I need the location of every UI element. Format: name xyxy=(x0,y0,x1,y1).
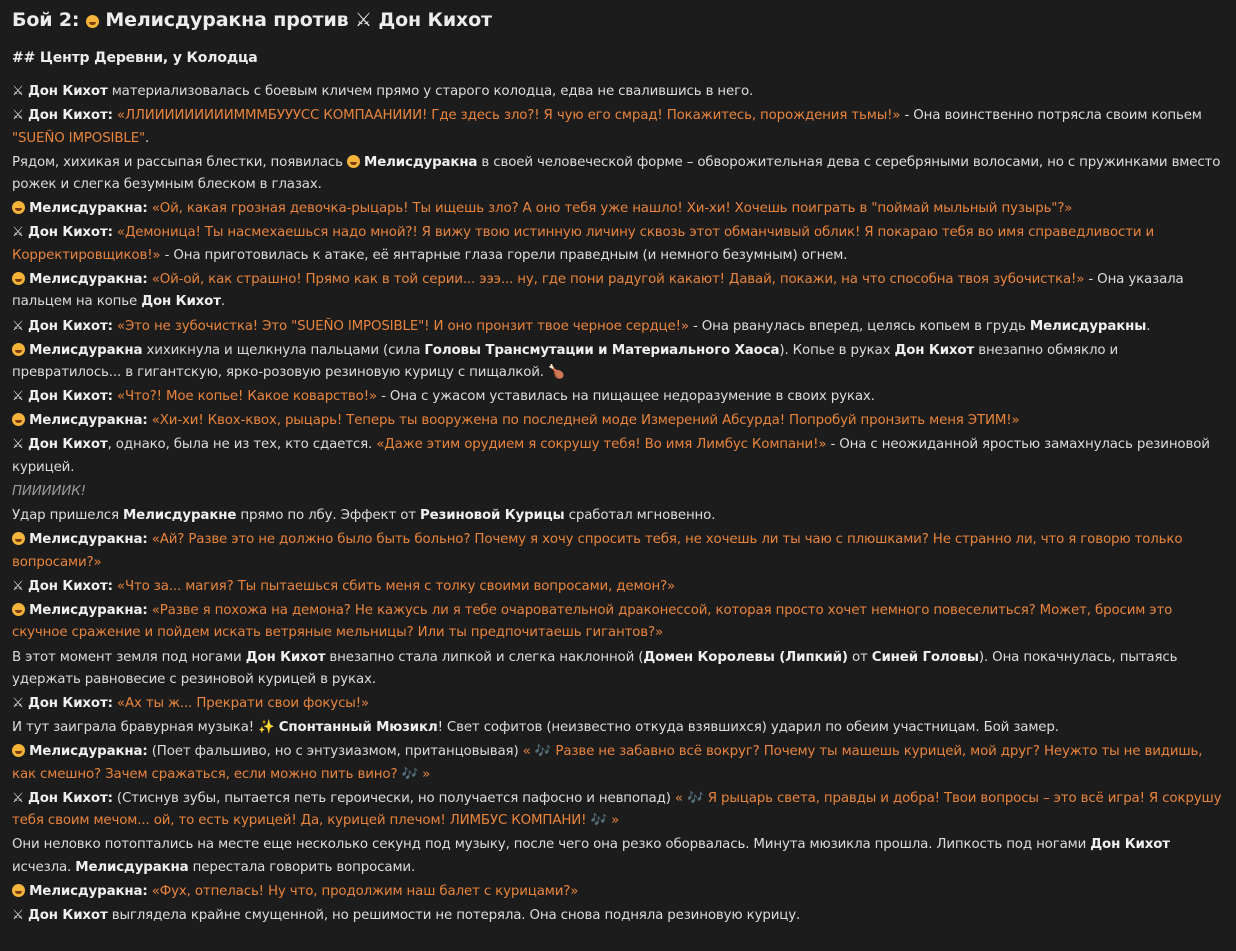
crossed-swords-icon: ⚔ xyxy=(12,696,28,712)
narration-text: - Она с ужасом уставилась на пищащее недоразумение в своих руках. xyxy=(376,389,875,405)
title-fighter-a: Мелисдуракна xyxy=(105,9,267,31)
character-name: Мелисдуракна: xyxy=(29,532,148,548)
story-line xyxy=(12,717,1224,741)
quote-text: «Это не зубочистка! Это "SUEÑO IMPOSIBLE"! И оно пронзит твое черное сердце!» xyxy=(112,318,689,334)
story-line xyxy=(12,576,1224,600)
character-name: Синей Головы xyxy=(871,649,979,665)
melis-face-icon xyxy=(12,343,25,356)
title-versus: против xyxy=(273,9,349,31)
melis-face-icon xyxy=(12,201,25,214)
story-line xyxy=(12,340,1224,387)
story-line xyxy=(12,505,1224,529)
narration-text: И тут заиграла бравурная музыка! xyxy=(12,720,259,736)
narration-text: В этот момент земля под ногами xyxy=(12,649,246,665)
story-line xyxy=(12,222,1224,269)
story-line xyxy=(12,529,1224,576)
character-name: Мелисдуракны xyxy=(1029,318,1147,334)
narration-text: хихикнула и щелкнула пальцами (сила xyxy=(142,342,425,358)
crossed-swords-icon: ⚔ xyxy=(354,9,372,31)
narration-text: прямо по лбу. Эффект от xyxy=(236,508,421,524)
character-name: Дон Кихот: xyxy=(27,389,113,405)
story-lines xyxy=(12,81,1224,929)
narration-text: внезапно обмякло и превратилось... в гигантскую, ярко-розовую резиновую курицу с пищалкой. xyxy=(12,342,1119,381)
quote-text: «Что?! Мое копье! Какое коварство!» xyxy=(112,389,377,405)
narration-text: Они неловко потоптались на месте еще несколько секунд под музыку, после чего она резко оборвалась. Минута мюзикла прошла. Липкость под ногами xyxy=(12,837,1091,853)
melis-face-icon xyxy=(12,884,25,897)
story-line xyxy=(12,434,1224,481)
melis-face-icon xyxy=(12,603,25,616)
character-name: Дон Кихот xyxy=(27,84,108,99)
melis-face-icon xyxy=(347,155,360,168)
narration-text: - Она рванулась вперед, целясь копьем в грудь xyxy=(688,318,1030,334)
story-line xyxy=(12,741,1224,788)
melis-face-icon xyxy=(12,532,25,545)
music-note-icon: 🎶 xyxy=(401,766,423,782)
narration-text: - Она приготовилась к атаке, её янтарные глаза горели праведным (и немного безумным) огнем. xyxy=(160,247,848,263)
character-name: Дон Кихот: xyxy=(27,225,113,241)
narration-text: ! Свет софитов (неизвестно откуда взявшихся) ударил по обеим участницам. Бой замер. xyxy=(437,720,1059,736)
character-name: Дон Кихот: xyxy=(27,696,113,712)
character-name: Дон Кихот: xyxy=(27,108,113,124)
character-name: Дон Кихот: xyxy=(27,790,113,806)
story-line xyxy=(12,152,1224,199)
sound-effect: ПИИИИИК! xyxy=(12,484,86,500)
character-name: Мелисдуракна xyxy=(29,342,143,358)
music-note-icon: 🎶 xyxy=(687,790,708,806)
narration-text: . xyxy=(1146,318,1151,334)
narration-text: . xyxy=(220,294,225,310)
crossed-swords-icon: ⚔ xyxy=(12,578,28,594)
chicken-leg-icon: 🍗 xyxy=(548,365,565,381)
story-line xyxy=(12,410,1224,434)
crossed-swords-icon: ⚔ xyxy=(12,84,28,99)
narration-text: перестала говорить вопросами. xyxy=(188,859,416,875)
title-fighter-b: Дон Кихот xyxy=(378,9,492,31)
story-line xyxy=(12,386,1224,410)
character-name: Мелисдуракна: xyxy=(29,271,148,287)
story-line xyxy=(12,269,1224,316)
quote-text: «Ай? Разве это не должно было быть больно? Почему я хочу спросить тебя, не хочешь ли ты чаю с плюшками? Не странно ли, что я говорю только вопросами?» xyxy=(12,532,1183,570)
narration-text: Удар пришелся xyxy=(12,508,123,524)
music-note-icon: 🎶 xyxy=(534,744,556,760)
section-heading: ## Центр Деревни, у Колодца xyxy=(12,50,258,66)
story-line xyxy=(12,647,1224,694)
sparkle-icon: ✨ xyxy=(258,720,279,736)
character-name: Дон Кихот xyxy=(1090,837,1170,853)
character-name: Дон Кихот: xyxy=(27,318,113,334)
music-note-icon: 🎶 xyxy=(590,813,612,829)
crossed-swords-icon: ⚔ xyxy=(12,389,28,405)
quote-text: Я рыцарь света, правды и добра! Твои вопросы – это всё игра! Я сокрушу тебя своим мечом... ой, то есть курицей! Да, курицей плечом! ЛИМБУС КОМПАНИ! xyxy=(12,790,1222,829)
story-line xyxy=(12,481,1224,505)
story-line xyxy=(12,81,1224,105)
character-name: Мелисдуракна: xyxy=(29,884,148,900)
narration-text: внезапно стала липкой и слегка наклонной ( xyxy=(325,649,644,665)
narration-text: сработал мгновенно. xyxy=(564,508,716,524)
quote-text: «Демоница! Ты насмехаешься надо мной?! Я вижу твою истинную личину сквозь этот обманчивый облик! Я покараю тебя во имя справедливости и Корректировщиков!» xyxy=(12,225,1155,263)
title-prefix: Бой 2: xyxy=(12,9,80,31)
character-name: Дон Кихот xyxy=(141,294,221,310)
narration-text: . xyxy=(145,130,150,146)
melis-face-icon xyxy=(12,744,25,757)
quote-text: «Ой, какая грозная девочка-рыцарь! Ты ищешь зло? А оно тебя уже нашло! Хи-хи! Хочешь поиграть в "поймай мыльный пузырь"?» xyxy=(147,201,1073,217)
narration-text: (Поет фальшиво, но с энтузиазмом, пританцовывая) xyxy=(147,744,523,760)
melis-icon xyxy=(86,15,99,28)
crossed-swords-icon: ⚔ xyxy=(12,108,28,124)
quote-text: «Фух, отпелась! Ну что, продолжим наш балет с курицами?» xyxy=(147,884,579,900)
character-name: Дон Кихот xyxy=(894,342,975,358)
story-line xyxy=(12,105,1224,152)
quote-text: «Хи-хи! Квох-квох, рыцарь! Теперь ты вооружена по последней моде Измерений Абсурда! Попробуй пронзить меня ЭТИМ!» xyxy=(147,413,1020,429)
crossed-swords-icon: ⚔ xyxy=(12,225,28,241)
quote-text: «Даже этим орудием я сокрушу тебя! Во имя Лимбус Компани!» xyxy=(376,437,827,453)
narration-text: от xyxy=(847,649,872,665)
character-name: Дон Кихот: xyxy=(27,578,113,594)
quote-text: Разве не забавно всё вокруг? Почему ты машешь курицей, мой друг? Неужто ты не видишь, как смешно? Зачем сражаться, если можно пить вино? xyxy=(12,744,1203,782)
story-line xyxy=(12,316,1224,340)
narration-text: исчезла. xyxy=(12,859,76,875)
character-name: Резиновой Курицы xyxy=(420,508,565,524)
narration-text: - Она с неожиданной яростью замахнулась резиновой курицей. xyxy=(12,437,1210,475)
character-name: Мелисдуракна: xyxy=(29,201,148,217)
narration-text: материализовалась с боевым кличем прямо у старого колодца, едва не свалившись в него. xyxy=(107,84,754,99)
character-name: Мелисдуракне xyxy=(122,508,237,524)
character-name: Мелисдуракна: xyxy=(29,602,148,618)
narration-text: - Она воинственно потрясла своим копьем xyxy=(900,108,1202,124)
character-name: Спонтанный Мюзикл xyxy=(278,720,438,736)
narration-text: Рядом, хихикая и рассыпая блестки, появилась xyxy=(12,154,347,170)
character-name: Мелисдуракна xyxy=(364,154,478,170)
crossed-swords-icon: ⚔ xyxy=(12,318,28,334)
quote-text: «Что за... магия? Ты пытаешься сбить меня с толку своими вопросами, демон?» xyxy=(112,578,676,594)
story-line xyxy=(12,693,1224,717)
crossed-swords-icon: ⚔ xyxy=(12,437,28,453)
narration-text: ). Она покачнулась, пытаясь удержать равновесие с резиновой курицей в руках. xyxy=(12,649,1178,687)
story-line xyxy=(12,788,1224,835)
quote-text: "SUEÑO IMPOSIBLE" xyxy=(12,130,146,146)
narration-text: выглядела крайне смущенной, но решимости не потеряла. Она снова подняла резиновую курицу. xyxy=(107,908,801,924)
narration-text: ). Копье в руках xyxy=(779,342,895,358)
melis-face-icon xyxy=(12,272,25,285)
quote-text: » xyxy=(422,766,431,782)
crossed-swords-icon: ⚔ xyxy=(12,790,28,806)
quote-text: «Разве я похожа на демона? Не кажусь ли я тебе очаровательной драконессой, которая просто хочет немного повеселиться? Может, бросим это скучное сражение и пойдем искать ветряные мельницы? Или ты предпочитаешь гигантов?» xyxy=(12,602,1173,641)
quote-text: «ЛЛИИИИИИИИИМММБУУУСС КОМПААНИИИ! Где здесь зло?! Я чую его смрад! Покажитесь, порождения тьмы!» xyxy=(112,108,901,124)
melis-face-icon xyxy=(12,413,25,426)
narration-text: , однако, была не из тех, кто сдается. xyxy=(107,437,377,453)
character-name: Мелисдуракна xyxy=(75,859,189,875)
quote-text: « xyxy=(674,790,688,806)
narration-text: - Она указала пальцем на копье xyxy=(12,271,1184,310)
crossed-swords-icon: ⚔ xyxy=(12,908,28,924)
character-name: Дон Кихот xyxy=(27,437,108,453)
narration-text: в своей человеческой форме – обворожительная дева с серебряными волосами, но с пружинками вместо рожек и слегка безумным блеском в глазах. xyxy=(12,154,1221,193)
story-line xyxy=(12,198,1224,222)
character-name: Домен Королевы (Липкий) xyxy=(643,649,848,665)
quote-text: » xyxy=(611,813,620,829)
story-line xyxy=(12,905,1224,929)
story-line xyxy=(12,600,1224,647)
character-name: Дон Кихот xyxy=(27,908,108,924)
story-line xyxy=(12,834,1224,881)
character-name: Мелисдуракна: xyxy=(29,744,148,760)
character-name: Головы Трансмутации и Материального Хаоса xyxy=(424,342,780,358)
page-title xyxy=(12,8,1224,32)
story-line xyxy=(12,881,1224,905)
quote-text: « xyxy=(522,744,535,760)
quote-text: «Ой-ой, как страшно! Прямо как в той серии... эээ... ну, где пони радугой какают! Давай, покажи, на что способна твоя зубочистка!» xyxy=(147,271,1085,287)
character-name: Дон Кихот xyxy=(245,649,326,665)
quote-text: «Ах ты ж... Прекрати свои фокусы!» xyxy=(112,696,369,712)
character-name: Мелисдуракна: xyxy=(29,413,148,429)
narration-text: (Стиснув зубы, пытается петь героически, но получается пафосно и невпопад) xyxy=(112,790,675,806)
